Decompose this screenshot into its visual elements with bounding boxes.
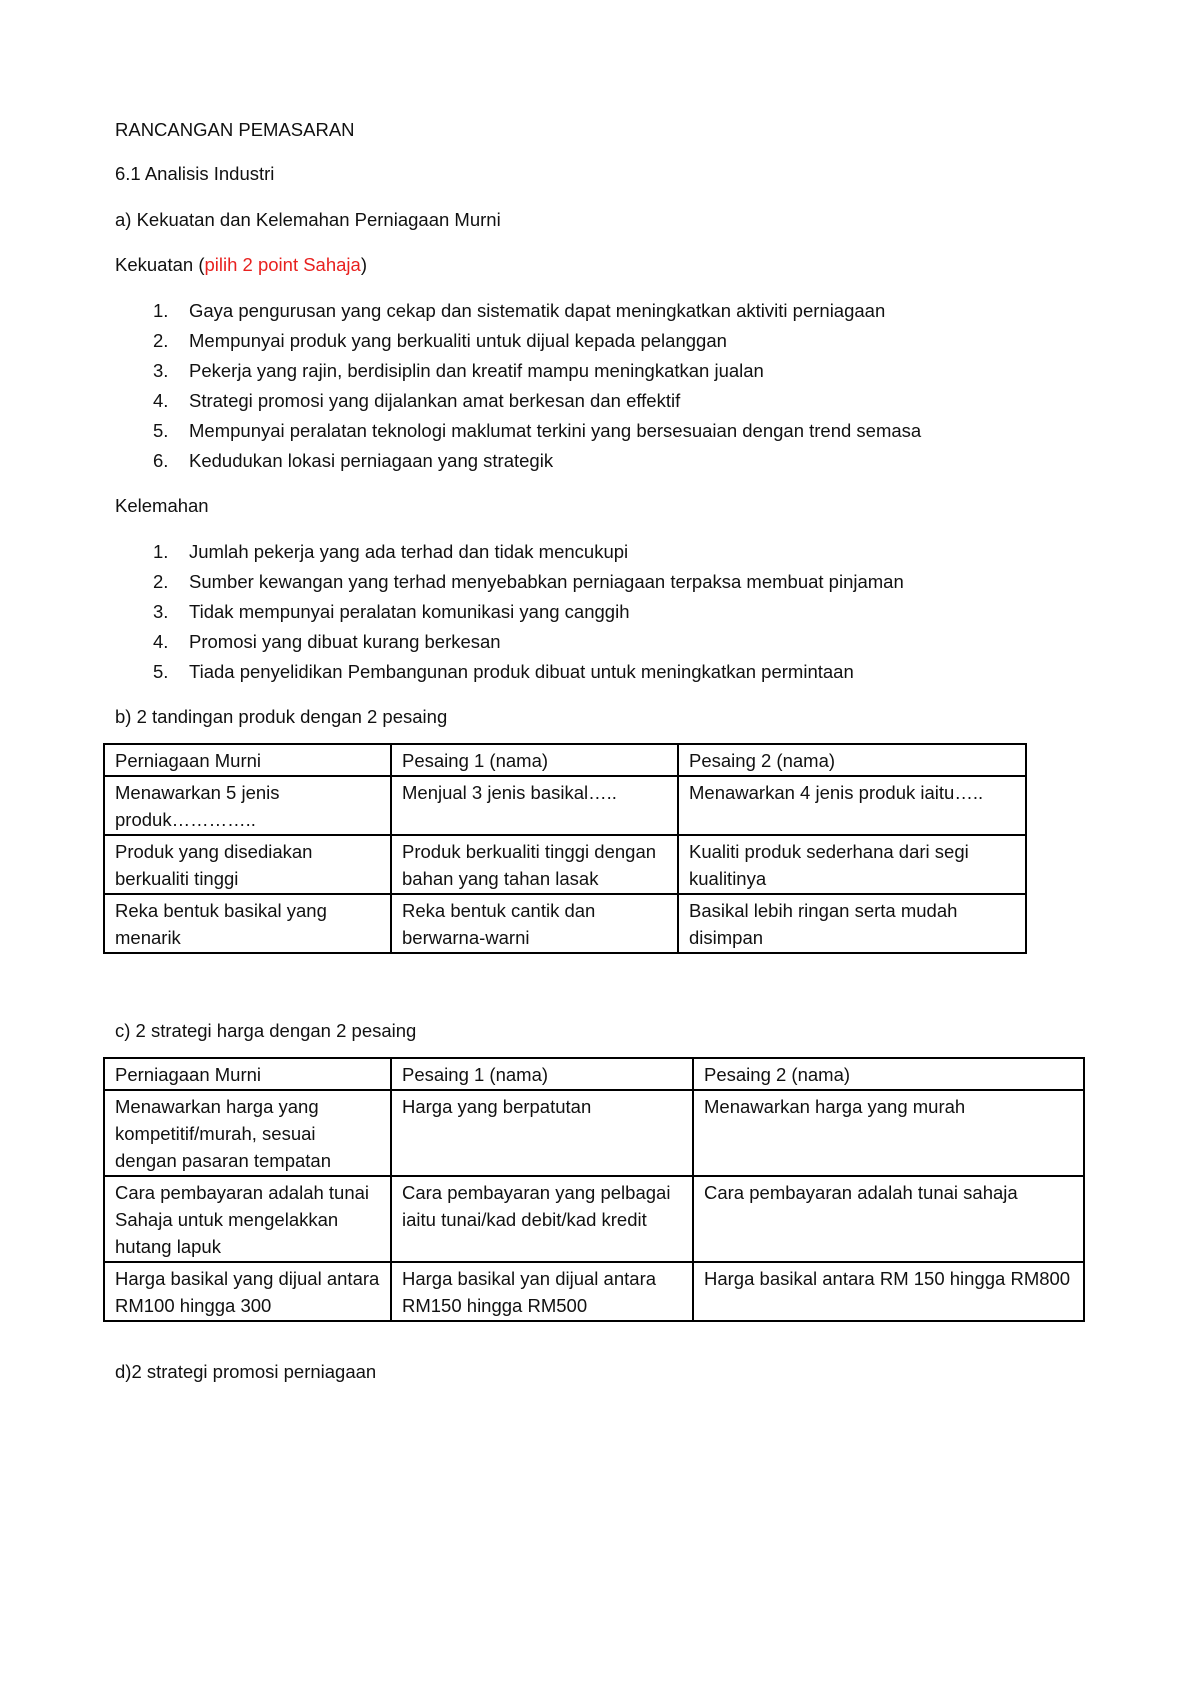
list-item [115,600,1115,630]
table-cell: Cara pembayaran yang pelbagai iaitu tunai/kad debit/kad kredit [391,1176,693,1262]
item-text: Kedudukan lokasi perniagaan yang strategik [189,450,554,471]
table-header-cell: Perniagaan Murni [104,744,391,776]
table-cell: Menjual 3 jenis basikal….. [391,776,678,835]
item-text: Tiada penyelidikan Pembangunan produk dibuat untuk meningkatkan permintaan [189,661,854,682]
item-number: 2. [153,330,169,351]
item-text: Strategi promosi yang dijalankan amat berkesan dan effektif [189,390,681,411]
list-item [115,389,1115,419]
list-item [115,540,1115,570]
table-row [104,1262,1084,1321]
list-item [115,419,1115,449]
table-row [104,835,1026,894]
table-cell: Harga basikal yang dijual antara RM100 hingga 300 [104,1262,391,1321]
table-header-cell: Pesaing 1 (nama) [391,1058,693,1090]
list-item [115,660,1115,690]
item-text: Mempunyai peralatan teknologi maklumat terkini yang bersesuaian dengan trend semasa [189,420,922,441]
table-cell: Menawarkan harga yang kompetitif/murah, sesuai dengan pasaran tempatan [104,1090,391,1176]
part-a-title: a) Kekuatan dan Kelemahan Perniagaan Murni [115,209,501,230]
table-cell: Cara pembayaran adalah tunai Sahaja untuk mengelakkan hutang lapuk [104,1176,391,1262]
table-header-cell: Pesaing 2 (nama) [678,744,1026,776]
item-number: 2. [153,571,169,592]
table-cell: Harga basikal yan dijual antara RM150 hingga RM500 [391,1262,693,1321]
item-text: Mempunyai produk yang berkualiti untuk dijual kepada pelanggan [189,330,727,351]
item-text: Tidak mempunyai peralatan komunikasi yang canggih [189,601,630,622]
table-row [104,894,1026,953]
table-cell: Cara pembayaran adalah tunai sahaja [693,1176,1084,1262]
kelemahan-list [115,540,1115,690]
part-c-title: c) 2 strategi harga dengan 2 pesaing [115,1020,417,1041]
table-cell: Kualiti produk sederhana dari segi kualitinya [678,835,1026,894]
product-comparison-table [103,743,1027,954]
item-text: Gaya pengurusan yang cekap dan sistematik dapat meningkatkan aktiviti perniagaan [189,300,886,321]
list-item [115,359,1115,389]
table-header-cell: Perniagaan Murni [104,1058,391,1090]
pricing-strategy-table [103,1057,1085,1322]
table-cell: Basikal lebih ringan serta mudah disimpan [678,894,1026,953]
document-title: RANCANGAN PEMASARAN [115,119,355,140]
table-cell: Reka bentuk basikal yang menarik [104,894,391,953]
list-item [115,299,1115,329]
table-header-cell: Pesaing 2 (nama) [693,1058,1084,1090]
table-row [104,776,1026,835]
kekuatan-heading [115,253,367,277]
table-header-row [104,1058,1084,1090]
list-item [115,329,1115,359]
item-number: 5. [153,661,169,682]
part-b-title: b) 2 tandingan produk dengan 2 pesaing [115,706,448,727]
item-number: 3. [153,601,169,622]
item-number: 1. [153,541,169,562]
section-heading: 6.1 Analisis Industri [115,163,275,184]
item-number: 1. [153,300,169,321]
kelemahan-heading: Kelemahan [115,495,209,516]
kekuatan-list [115,299,1115,479]
table-cell: Reka bentuk cantik dan berwarna-warni [391,894,678,953]
item-number: 4. [153,631,169,652]
list-item [115,449,1115,479]
item-text: Sumber kewangan yang terhad menyebabkan perniagaan terpaksa membuat pinjaman [189,571,904,592]
table-cell: Produk yang disediakan berkualiti tinggi [104,835,391,894]
table-cell: Harga basikal antara RM 150 hingga RM800 [693,1262,1084,1321]
item-number: 3. [153,360,169,381]
table-header-row [104,744,1026,776]
table-cell: Menawarkan 5 jenis produk………….. [104,776,391,835]
item-number: 5. [153,420,169,441]
kekuatan-note: pilih 2 point Sahaja [204,254,361,275]
item-text: Jumlah pekerja yang ada terhad dan tidak mencukupi [189,541,629,562]
table-row [104,1090,1084,1176]
item-text: Promosi yang dibuat kurang berkesan [189,631,501,652]
item-text: Pekerja yang rajin, berdisiplin dan kreatif mampu meningkatkan jualan [189,360,764,381]
kekuatan-label: Kekuatan ( [115,254,205,275]
item-number: 6. [153,450,169,471]
table-cell: Harga yang berpatutan [391,1090,693,1176]
item-number: 4. [153,390,169,411]
table-cell: Produk berkualiti tinggi dengan bahan yang tahan lasak [391,835,678,894]
kekuatan-close: ) [360,254,367,275]
table-row [104,1176,1084,1262]
table-cell: Menawarkan 4 jenis produk iaitu….. [678,776,1026,835]
table-header-cell: Pesaing 1 (nama) [391,744,678,776]
list-item [115,630,1115,660]
part-d-title: d)2 strategi promosi perniagaan [115,1361,377,1382]
table-cell: Menawarkan harga yang murah [693,1090,1084,1176]
list-item [115,570,1115,600]
